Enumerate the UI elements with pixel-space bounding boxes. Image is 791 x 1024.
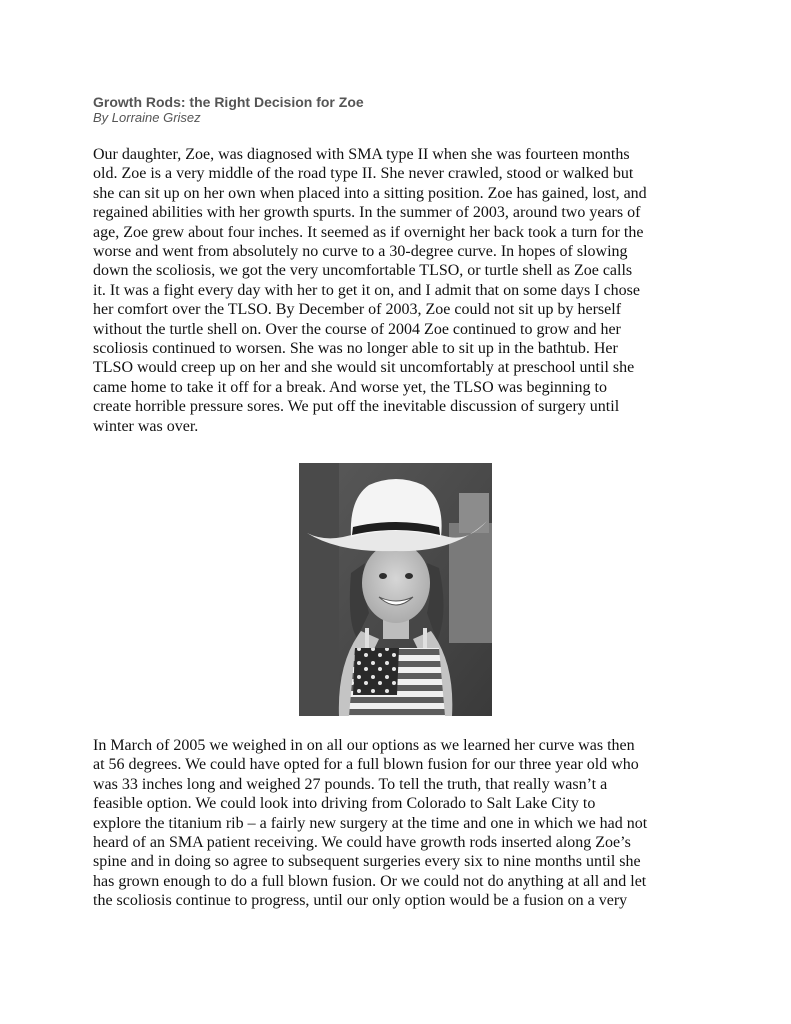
- paragraph-line: the scoliosis continue to progress, until our only option would be a fusion on a very: [93, 892, 628, 910]
- paragraph-line: came home to take it off for a break. And worse yet, the TLSO was beginning to: [93, 378, 607, 396]
- paragraph-line: was 33 inches long and weighed 27 pounds. To tell the truth, that really wasn’t a: [93, 775, 608, 793]
- paragraph-line: age, Zoe grew about four inches. It seemed as if overnight her back took a turn for the: [93, 223, 644, 241]
- paragraph-line: winter was over.: [93, 417, 199, 435]
- paragraph-line: heard of an SMA patient receiving. We could have growth rods inserted along Zoe’s: [93, 834, 631, 852]
- paragraph-line: explore the titanium rib – a fairly new surgery at the time and one in which we had not: [93, 814, 648, 832]
- paragraph-line: her comfort over the TLSO. By December of 2003, Zoe could not sit up by herself: [93, 301, 622, 319]
- paragraph-line: scoliosis continued to worsen. She was no longer able to sit up in the bathtub. Her: [93, 340, 618, 358]
- paragraph-line: without the turtle shell on. Over the course of 2004 Zoe continued to grow and her: [93, 320, 621, 338]
- paragraph-line: she can sit up on her own when placed into a sitting position. Zoe has gained, lost, and: [93, 184, 647, 202]
- paragraph-1: [93, 145, 713, 436]
- article-byline: By Lorraine Grisez: [93, 110, 201, 125]
- paragraph-line: it. It was a fight every day with her to get it on, and I admit that on some days I chose: [93, 281, 640, 299]
- paragraph-2: [93, 736, 713, 911]
- paragraph-line: create horrible pressure sores. We put off the inevitable discussion of surgery until: [93, 398, 620, 416]
- photo-girl-cowboy-hat: [299, 463, 492, 716]
- paragraph-line: Our daughter, Zoe, was diagnosed with SMA type II when she was fourteen months: [93, 146, 630, 163]
- article-title: Growth Rods: the Right Decision for Zoe: [93, 94, 364, 110]
- paragraph-line: at 56 degrees. We could have opted for a full blown fusion for our three year old who: [93, 756, 639, 774]
- paragraph-line: worse and went from absolutely no curve to a 30-degree curve. In hopes of slowing: [93, 243, 628, 261]
- paragraph-line: has grown enough to do a full blown fusion. Or we could not do anything at all and let: [93, 872, 647, 890]
- photo-illustration: [299, 463, 492, 716]
- paragraph-line: TLSO would creep up on her and she would sit uncomfortably at preschool until she: [93, 359, 635, 377]
- paragraph-line: regained abilities with her growth spurts. In the summer of 2003, around two years of: [93, 204, 641, 222]
- paragraph-line: old. Zoe is a very middle of the road type II. She never crawled, stood or walked but: [93, 165, 634, 183]
- paragraph-line: down the scoliosis, we got the very uncomfortable TLSO, or turtle shell as Zoe calls: [93, 262, 633, 280]
- paragraph-line: feasible option. We could look into driving from Colorado to Salt Lake City to: [93, 795, 596, 813]
- paragraph-line: spine and in doing so agree to subsequent surgeries every six to nine months until she: [93, 853, 641, 871]
- paragraph-line: In March of 2005 we weighed in on all our options as we learned her curve was then: [93, 737, 635, 754]
